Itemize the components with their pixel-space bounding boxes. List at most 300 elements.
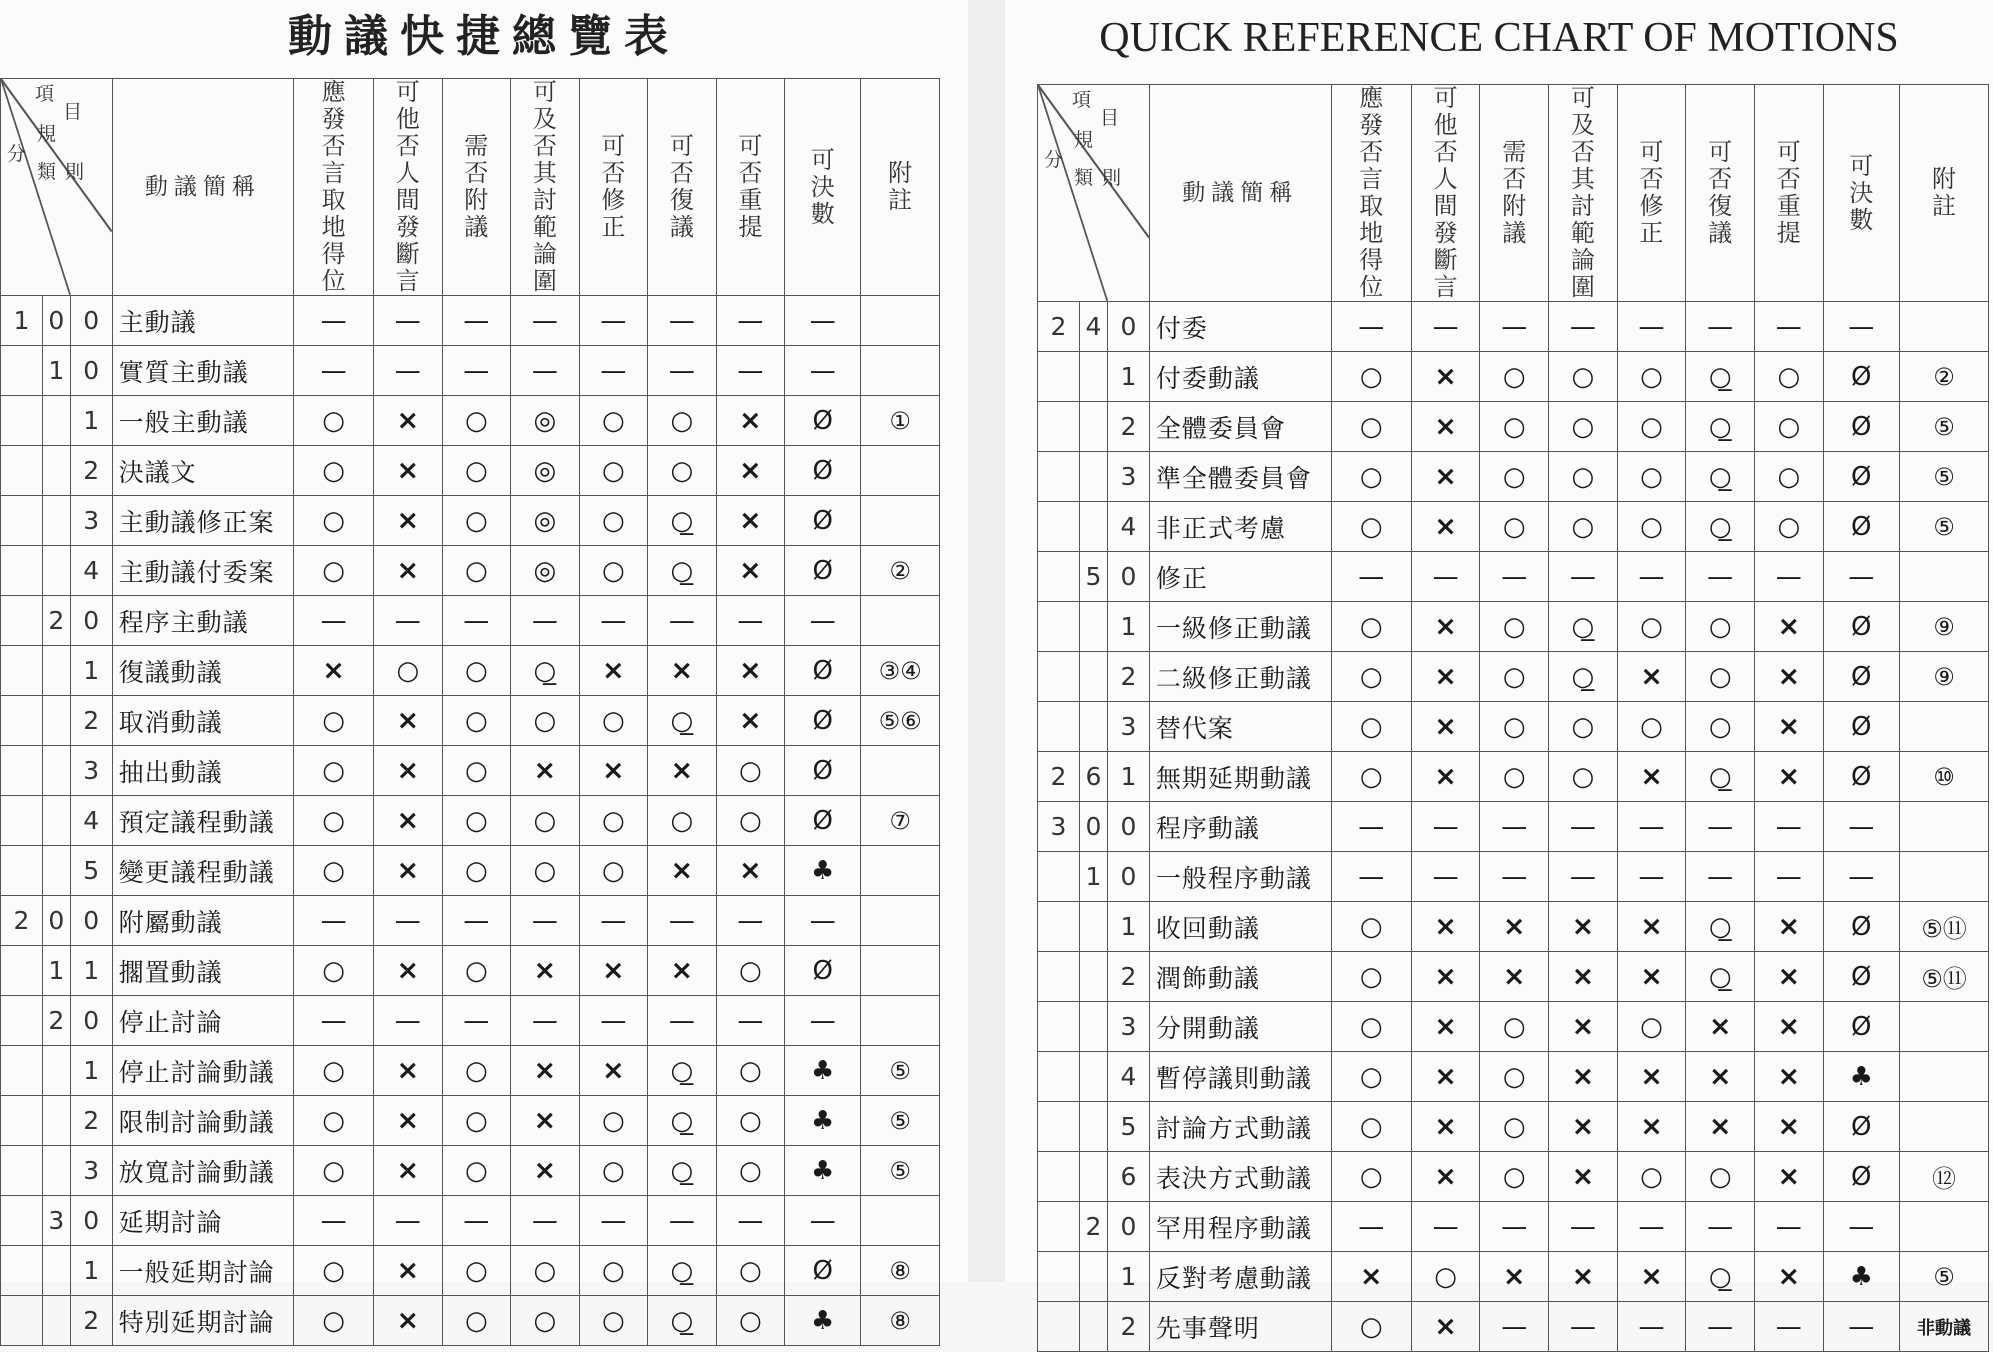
rule-symbol: ○ [1571,361,1595,392]
rule-cell [1480,952,1549,1002]
code-digit-c2: 4 [1079,302,1107,352]
rule-cell [1549,902,1618,952]
code-digit-c3: 1 [1107,1252,1149,1302]
rule-cell [1823,402,1899,452]
table-row [1,1096,940,1146]
col-header-4: 可否修正 [579,79,648,296]
rule-cell [1617,352,1686,402]
rule-symbol: — [1501,1311,1528,1342]
rule-cell [648,346,717,396]
table-body [1,296,940,1346]
code-digit-c1 [1,1146,43,1196]
rule-symbol: — [463,305,490,336]
rule-cell [785,1196,861,1246]
rule-symbol: ○ [1359,961,1383,992]
rule-symbol: ○ [1640,511,1663,542]
rule-cell [785,1246,861,1296]
rule-cell [716,1196,785,1246]
rule-symbol: ○̲ [1708,411,1732,442]
code-digit-c2 [1079,602,1107,652]
rule-cell [1754,702,1823,752]
rule-cell [1754,1302,1823,1352]
rule-symbol: Ø [1851,1161,1872,1192]
rule-cell [579,1096,648,1146]
rule-cell [1549,852,1618,902]
table-row [1,496,940,546]
code-digit-c2 [42,546,70,596]
rule-cell [294,1296,374,1346]
motion-name: 修正 [1149,552,1331,602]
rule-cell [294,946,374,996]
rule-symbol: ○ [739,805,762,836]
rule-cell [374,896,443,946]
rule-symbol: Ø [1851,661,1872,692]
code-digit-c1 [1,996,43,1046]
rule-cell [1823,802,1899,852]
rule-symbol: ○ [739,1105,762,1136]
rule-cell [1549,1202,1618,1252]
rule-symbol: ○ [739,1305,762,1336]
code-digit-c1 [1,746,43,796]
code-digit-c2: 0 [42,896,70,946]
note-cell: ⑤ [1899,1252,1988,1302]
rule-cell [1480,1302,1549,1352]
rule-symbol: × [1434,711,1457,742]
note-cell [861,446,940,496]
code-digit-c2 [42,846,70,896]
rule-cell [1823,1102,1899,1152]
rule-cell [1549,452,1618,502]
rule-cell [294,1096,374,1146]
rule-cell [1411,402,1480,452]
rule-cell [716,496,785,546]
code-digit-c3: 3 [70,496,112,546]
rule-cell [1480,1052,1549,1102]
rule-cell [1754,952,1823,1002]
rule-cell [374,446,443,496]
rule-cell [1411,802,1480,852]
rule-cell [1617,1002,1686,1052]
rule-cell [1823,502,1899,552]
rule-cell [1411,302,1480,352]
rule-cell [1617,402,1686,452]
rule-cell [374,996,443,1046]
rule-cell [374,646,443,696]
rule-symbol: — [1638,1311,1665,1342]
table-row [1,696,940,746]
rule-symbol: — [600,355,627,386]
rule-symbol: ○ [322,855,345,886]
code-digit-c1 [1038,352,1080,402]
rule-symbol: ○ [1359,1311,1383,1342]
code-digit-c3: 6 [1107,1152,1149,1202]
rule-cell [648,696,717,746]
note-cell [861,946,940,996]
code-digit-c2 [42,1296,70,1346]
rule-symbol: ○ [739,1155,762,1186]
rule-cell [1411,1002,1480,1052]
code-digit-c3: 0 [70,596,112,646]
code-digit-c1 [1,546,43,596]
rule-symbol: — [531,1205,558,1236]
code-digit-c1: 2 [1038,752,1080,802]
rule-cell [1686,552,1755,602]
rule-cell [1480,602,1549,652]
rule-symbol: ○ [1502,511,1526,542]
rule-symbol: × [1640,961,1663,992]
rule-cell [1331,402,1411,452]
code-digit-c2 [42,796,70,846]
code-digit-c1 [1038,1002,1080,1052]
rule-symbol: × [396,505,420,536]
code-digit-c1 [1038,652,1080,702]
code-digit-c2 [1079,652,1107,702]
motion-name: 抽出動議 [112,746,293,796]
diag-label-bottom-right: 則 [65,161,85,183]
rule-cell [1686,852,1755,902]
rule-symbol: ○ [322,1105,345,1136]
code-digit-c3: 0 [1107,802,1149,852]
rule-cell [785,1146,861,1196]
rule-symbol: ○ [601,455,625,486]
rule-cell [294,546,374,596]
rule-cell [1754,1152,1823,1202]
note-cell: ② [1899,352,1988,402]
rule-cell [1617,802,1686,852]
rule-symbol: × [602,655,625,686]
rule-cell [1411,1052,1480,1102]
diag-label-mid: 規 [37,123,57,145]
code-digit-c1 [1038,1102,1080,1152]
rule-cell [511,846,580,896]
code-digit-c1: 3 [1038,802,1080,852]
motion-name: 一般程序動議 [1149,852,1331,902]
rule-cell [1754,802,1823,852]
rule-cell [1411,452,1480,502]
col-header-name: 動議簡稱 [1149,85,1331,302]
rule-symbol: — [668,1005,695,1036]
rule-cell [442,1146,511,1196]
rule-cell [1686,1102,1755,1152]
rule-cell [511,946,580,996]
rule-cell [1754,652,1823,702]
rule-symbol: × [1571,911,1595,942]
rule-symbol: ○̲ [670,1055,694,1086]
rule-cell [442,1096,511,1146]
rule-symbol: ○̲ [1708,911,1732,942]
rule-symbol: ○ [1359,1011,1383,1042]
rule-symbol: ○ [464,705,488,736]
rule-symbol: — [320,905,347,936]
code-digit-c3: 1 [70,1046,112,1096]
rule-symbol: ○ [322,1305,345,1336]
rule-cell [716,946,785,996]
rule-cell [1411,1202,1480,1252]
rule-cell [1549,802,1618,852]
code-digit-c3: 1 [70,646,112,696]
note-cell: ⑤ [861,1096,940,1146]
rule-symbol: — [1775,1311,1802,1342]
rule-cell [1686,752,1755,802]
rule-cell [374,596,443,646]
rule-cell [1754,502,1823,552]
rule-symbol: ○̲ [670,1255,694,1286]
code-digit-c1 [1038,552,1080,602]
rule-symbol: × [739,655,762,686]
rule-symbol: × [396,755,420,786]
rule-symbol: — [1638,1211,1665,1242]
rule-symbol: — [531,305,558,336]
rule-symbol: ○̲ [670,1305,694,1336]
rule-cell [785,596,861,646]
col-header-1: 可他否人間發斷言 [1411,85,1480,302]
rule-symbol: — [809,355,836,386]
rule-symbol: ○ [464,555,488,586]
rule-symbol: — [1848,811,1875,842]
rule-cell [511,996,580,1046]
rule-cell [1331,752,1411,802]
rule-cell [1754,452,1823,502]
rule-symbol: — [394,305,421,336]
rule-cell [1549,1252,1618,1302]
rule-symbol: × [396,1155,420,1186]
rule-cell [1686,652,1755,702]
rule-symbol: × [1777,761,1801,792]
rule-symbol: ○̲ [533,655,557,686]
rule-cell [785,696,861,746]
col-header-3: 可及否其討範論圍 [1549,85,1618,302]
rule-cell [1617,902,1686,952]
rule-symbol: — [1707,861,1734,892]
diagonal-header-cell [1038,85,1150,302]
rule-cell [442,296,511,346]
code-digit-c1 [1,596,43,646]
col-header-6: 可否重提 [1754,85,1823,302]
col-header-0: 應發否言取地得位 [294,79,374,296]
rule-cell [1411,1102,1480,1152]
code-digit-c3: 1 [1107,752,1149,802]
rule-symbol: — [737,355,764,386]
rule-symbol: — [1569,311,1596,342]
rule-symbol: ○ [1502,461,1526,492]
motion-name: 分開動議 [1149,1002,1331,1052]
motions-table [0,78,940,1346]
rule-cell [785,896,861,946]
rule-cell [374,696,443,746]
rule-cell [1549,752,1618,802]
rule-cell [785,1096,861,1146]
code-digit-c1 [1038,1252,1080,1302]
rule-symbol: × [1708,1061,1732,1092]
rule-symbol: — [809,1005,836,1036]
motion-name: 一般主動議 [112,396,293,446]
rule-symbol: — [320,605,347,636]
code-digit-c1 [1,946,43,996]
rule-symbol: — [1848,561,1875,592]
rule-symbol: ○ [464,455,488,486]
rule-cell [716,1246,785,1296]
rule-cell [1331,1052,1411,1102]
rule-symbol: ○ [464,1105,488,1136]
code-digit-c1 [1,1096,43,1146]
code-digit-c2 [42,1246,70,1296]
rule-symbol: × [1777,911,1801,942]
table-row [1038,1102,1989,1152]
note-cell [1899,302,1988,352]
table-row [1038,602,1989,652]
rule-cell [374,1046,443,1096]
rule-cell [716,896,785,946]
code-digit-c2 [42,746,70,796]
rule-cell [511,896,580,946]
right-page [1005,0,1993,1343]
rule-symbol: × [533,955,557,986]
rule-cell [294,696,374,746]
rule-cell [785,346,861,396]
rule-cell [1411,1152,1480,1202]
rule-symbol: ○ [1502,411,1526,442]
rule-symbol: × [1434,461,1457,492]
rule-cell [511,1096,580,1146]
rule-cell [374,1096,443,1146]
rule-symbol: — [1848,1211,1875,1242]
note-cell: ⑤ [861,1046,940,1096]
rule-symbol: — [737,305,764,336]
motion-name: 全體委員會 [1149,402,1331,452]
rule-symbol: ○ [533,855,557,886]
rule-cell [1617,302,1686,352]
rule-symbol: × [396,555,420,586]
rule-symbol: Ø [1851,461,1872,492]
rule-symbol: × [1502,1261,1526,1292]
rule-cell [1754,352,1823,402]
rule-cell [374,346,443,396]
rule-cell [716,296,785,346]
table-row [1,1196,940,1246]
rule-symbol: × [1434,1111,1457,1142]
col-header-name: 動議簡稱 [112,79,293,296]
motion-name: 先事聲明 [1149,1302,1331,1352]
rule-symbol: × [1571,961,1595,992]
note-cell: ⑨ [1899,652,1988,702]
table-row [1038,1202,1989,1252]
rule-symbol: ○ [601,555,625,586]
rule-cell [294,496,374,546]
rule-symbol: ○̲ [1571,611,1595,642]
rule-symbol: × [1640,911,1663,942]
rule-cell [1411,352,1480,402]
rule-symbol: × [533,1105,557,1136]
rule-symbol: × [602,755,625,786]
table-row [1038,552,1989,602]
rule-cell [1411,752,1480,802]
code-digit-c2: 2 [42,996,70,1046]
col-header-8: 附註 [1899,85,1988,302]
diag-label-bottom-left-2: 類 [1074,167,1094,189]
rule-cell [294,846,374,896]
motion-name: 停止討論 [112,996,293,1046]
note-cell [861,596,940,646]
code-digit-c1 [1,1196,43,1246]
rule-symbol: Ø [812,455,833,486]
rule-symbol: — [1358,861,1385,892]
table-row [1038,652,1989,702]
rule-symbol: ○ [1502,711,1526,742]
rule-symbol: × [1777,1111,1801,1142]
rule-cell [294,1196,374,1246]
rule-symbol: × [1434,1311,1457,1342]
rule-cell [1617,502,1686,552]
rule-symbol: ○ [464,1155,488,1186]
motion-name: 程序動議 [1149,802,1331,852]
rule-symbol: ○ [322,955,345,986]
rule-cell [648,1046,717,1096]
rule-symbol: ○ [1640,1011,1663,1042]
rule-symbol: — [1707,311,1734,342]
diag-label-mid: 規 [1074,129,1094,151]
table-row [1038,702,1989,752]
diagonal-header-cell [1,79,113,296]
rule-symbol: × [1571,1061,1595,1092]
rule-symbol: ○ [1640,461,1663,492]
code-digit-c3: 2 [1107,652,1149,702]
rule-symbol: ○ [1571,761,1595,792]
rule-symbol: — [1358,561,1385,592]
code-digit-c3: 5 [70,846,112,896]
rule-cell [1617,702,1686,752]
motion-name: 潤飾動議 [1149,952,1331,1002]
rule-cell [1480,802,1549,852]
rule-cell [374,1146,443,1196]
rule-symbol: — [668,905,695,936]
code-digit-c1 [1038,502,1080,552]
rule-symbol: ○̲ [670,505,694,536]
motion-name: 反對考慮動議 [1149,1252,1331,1302]
rule-cell [579,1296,648,1346]
motion-name: 主動議修正案 [112,496,293,546]
rule-symbol: × [1708,1011,1732,1042]
code-digit-c3: 1 [70,1246,112,1296]
rule-cell [785,1296,861,1346]
note-cell: ⑤ [861,1146,940,1196]
rule-cell [579,696,648,746]
rule-symbol: — [1638,311,1665,342]
rule-symbol: ○ [670,455,694,486]
note-cell [861,346,940,396]
rule-cell [716,1146,785,1196]
rule-cell [785,846,861,896]
rule-cell [511,1046,580,1096]
diag-label-bottom-left-2: 類 [37,161,57,183]
rule-symbol: Ø [812,505,833,536]
note-cell: 非動議 [1899,1302,1988,1352]
rule-cell [648,1296,717,1346]
rule-cell [579,846,648,896]
rule-symbol: ○ [1502,1011,1526,1042]
rule-symbol: — [1707,1211,1734,1242]
rule-symbol: ○ [1571,511,1595,542]
table-row [1038,1152,1989,1202]
motion-name: 付委 [1149,302,1331,352]
rule-cell [648,1146,717,1196]
rule-symbol: × [1777,961,1801,992]
rule-cell [716,1096,785,1146]
rule-symbol: — [1707,561,1734,592]
rule-cell [1411,1302,1480,1352]
rule-cell [648,996,717,1046]
note-cell [861,496,940,546]
rule-cell [1331,552,1411,602]
